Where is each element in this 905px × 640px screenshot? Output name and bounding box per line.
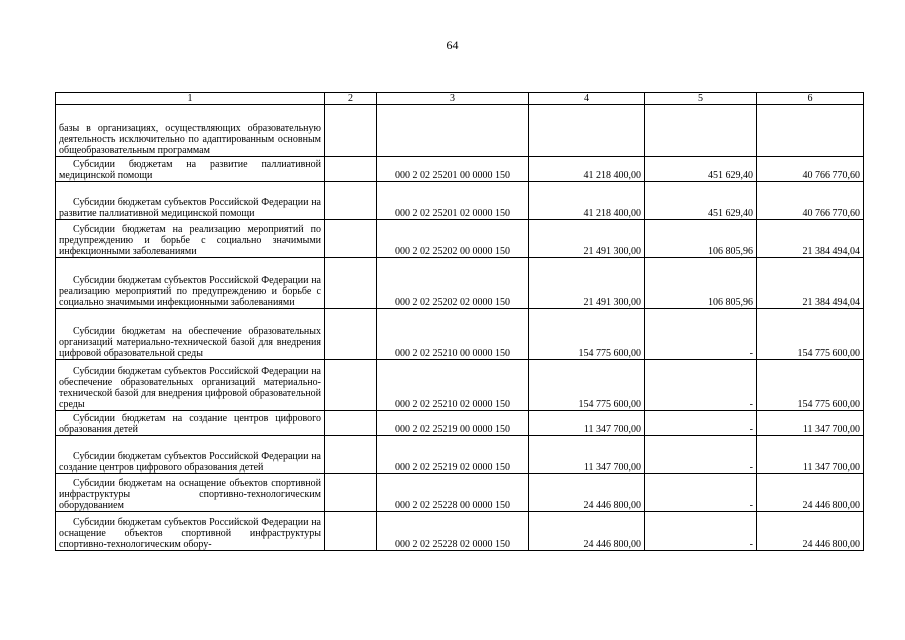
table-row [56,182,864,220]
name-cell [56,512,325,551]
empty-cell [325,411,377,436]
row-label: Субсидии бюджетам на реализацию мероприятий по предупреждению и борьбе с социально значимыми инфекционными заболеваниями [59,224,321,257]
amount-cell: 154 775 600,00 [529,360,645,411]
code-cell: 000 2 02 25210 00 0000 150 [377,309,529,360]
name-cell [56,157,325,182]
amount-cell [645,105,757,157]
empty-cell [325,258,377,309]
row-label: Субсидии бюджетам на обеспечение образовательных организаций материально-технической базой для внедрения цифровой образовательной среды [59,326,321,359]
header-row [56,93,864,105]
code-cell: 000 2 02 25201 02 0000 150 [377,182,529,220]
code-cell: 000 2 02 25219 00 0000 150 [377,411,529,436]
amount-cell: - [645,436,757,474]
table-row [56,360,864,411]
amount-cell: 11 347 700,00 [757,436,864,474]
empty-cell [325,220,377,258]
amount-cell: 21 491 300,00 [529,258,645,309]
amount-cell: 154 775 600,00 [757,360,864,411]
column-header: 3 [377,93,529,105]
name-cell [56,309,325,360]
name-cell [56,220,325,258]
amount-cell: 11 347 700,00 [529,436,645,474]
name-cell [56,105,325,157]
code-cell: 000 2 02 25202 00 0000 150 [377,220,529,258]
amount-cell: 24 446 800,00 [757,474,864,512]
name-cell [56,474,325,512]
name-cell [56,182,325,220]
code-cell [377,105,529,157]
table-row [56,157,864,182]
amount-cell: 451 629,40 [645,182,757,220]
empty-cell [325,105,377,157]
amount-cell: 21 384 494,04 [757,220,864,258]
amount-cell: 40 766 770,60 [757,182,864,220]
row-label: Субсидии бюджетам субъектов Российской Федерации на обеспечение образовательных организаций материально-технической базой для внедрения цифровой образовательной среды [59,366,321,410]
amount-cell: 154 775 600,00 [757,309,864,360]
column-header: 2 [325,93,377,105]
amount-cell [529,105,645,157]
row-label: Субсидии бюджетам на развитие паллиативной медицинской помощи [59,159,321,181]
amount-cell: 24 446 800,00 [529,512,645,551]
code-cell: 000 2 02 25201 00 0000 150 [377,157,529,182]
code-cell: 000 2 02 25210 02 0000 150 [377,360,529,411]
amount-cell: - [645,411,757,436]
empty-cell [325,182,377,220]
empty-cell [325,360,377,411]
table-row [56,220,864,258]
row-label: Субсидии бюджетам субъектов Российской Федерации на реализацию мероприятий по предупреждению и борьбе с социально значимыми инфекционными заболеваниями [59,275,321,308]
amount-cell: 154 775 600,00 [529,309,645,360]
row-label: базы в организациях, осуществляющих образовательную деятельность исключительно по адаптированным основным общеобразовательным программам [59,123,321,156]
amount-cell: 11 347 700,00 [529,411,645,436]
empty-cell [325,436,377,474]
amount-cell: - [645,360,757,411]
amount-cell: 21 384 494,04 [757,258,864,309]
amount-cell: 24 446 800,00 [757,512,864,551]
table-row [56,512,864,551]
name-cell [56,258,325,309]
row-label: Субсидии бюджетам субъектов Российской Федерации на оснащение объектов спортивной инфраструктуры спортивно-технологическим обору- [59,517,321,550]
amount-cell: 106 805,96 [645,220,757,258]
column-header: 5 [645,93,757,105]
amount-cell: - [645,474,757,512]
table-row [56,436,864,474]
amount-cell: 11 347 700,00 [757,411,864,436]
amount-cell: 40 766 770,60 [757,157,864,182]
amount-cell: 106 805,96 [645,258,757,309]
amount-cell: - [645,309,757,360]
budget-table [55,92,864,551]
table-row [56,258,864,309]
code-cell: 000 2 02 25202 02 0000 150 [377,258,529,309]
table-row [56,105,864,157]
amount-cell: 41 218 400,00 [529,157,645,182]
name-cell [56,360,325,411]
amount-cell [757,105,864,157]
row-label: Субсидии бюджетам субъектов Российской Федерации на развитие паллиативной медицинской помощи [59,197,321,219]
code-cell: 000 2 02 25228 02 0000 150 [377,512,529,551]
page-number: 64 [446,38,459,52]
amount-cell: 451 629,40 [645,157,757,182]
empty-cell [325,157,377,182]
empty-cell [325,309,377,360]
empty-cell [325,474,377,512]
amount-cell: 24 446 800,00 [529,474,645,512]
name-cell [56,436,325,474]
code-cell: 000 2 02 25228 00 0000 150 [377,474,529,512]
table-row [56,411,864,436]
row-label: Субсидии бюджетам на оснащение объектов спортивной инфраструктуры спортивно-технологическим оборудованием [59,478,321,511]
column-header: 6 [757,93,864,105]
table-row [56,474,864,512]
row-label: Субсидии бюджетам субъектов Российской Федерации на создание центров цифрового образования детей [59,451,321,473]
amount-cell: - [645,512,757,551]
table-row [56,309,864,360]
amount-cell: 21 491 300,00 [529,220,645,258]
row-label: Субсидии бюджетам на создание центров цифрового образования детей [59,413,321,435]
column-header: 4 [529,93,645,105]
name-cell [56,411,325,436]
empty-cell [325,512,377,551]
code-cell: 000 2 02 25219 02 0000 150 [377,436,529,474]
column-header: 1 [56,93,325,105]
amount-cell: 41 218 400,00 [529,182,645,220]
